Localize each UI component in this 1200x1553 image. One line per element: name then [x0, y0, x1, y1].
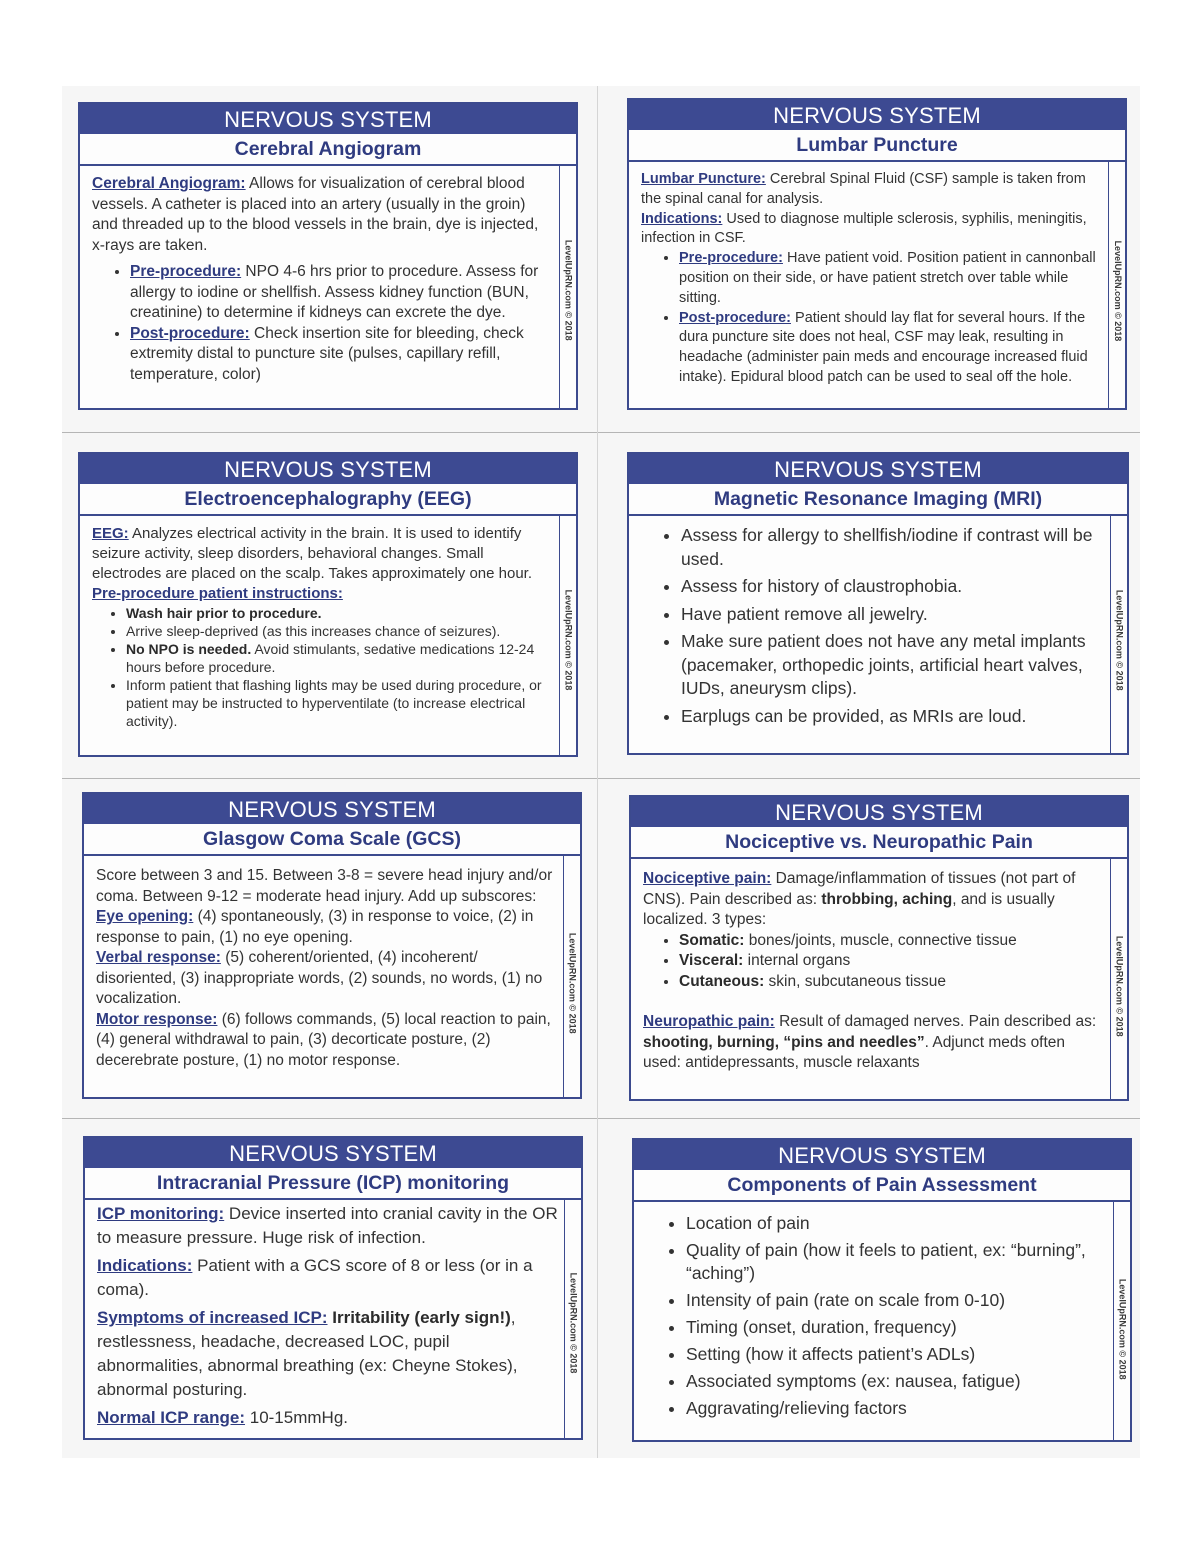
watermark-text: LevelUpRN.com © 2018 — [1117, 1278, 1128, 1380]
watermark-text: LevelUpRN.com © 2018 — [563, 589, 574, 691]
card-lumbar-puncture — [627, 98, 1127, 410]
list-item: • Quality of pain (how it feels to patient, ex: “burning”, “aching”) — [686, 1239, 1108, 1285]
cut-line — [62, 432, 1140, 433]
type-text: internal organs — [743, 952, 851, 969]
indications-paragraph — [641, 210, 1103, 250]
card-header: NERVOUS SYSTEM — [80, 454, 576, 484]
card-pain-assessment — [632, 1138, 1132, 1442]
watermark — [1108, 162, 1125, 410]
watermark — [1110, 859, 1127, 1101]
card-icp — [83, 1136, 583, 1440]
card-gcs — [82, 792, 582, 1099]
instruction-bold: No NPO is needed. — [126, 641, 252, 657]
list-item: • Assess for history of claustrophobia. — [681, 575, 1105, 599]
instruction-text: Arrive sleep-deprived (as this increases chance of seizures). — [126, 623, 501, 639]
card-title: Glasgow Coma Scale (GCS) — [84, 824, 580, 856]
nociceptive-text: Damage/inflammation of tissues (not part of CNS). Pain described as: — [643, 870, 1076, 908]
icp-monitoring-paragraph — [97, 1202, 559, 1250]
post-procedure-label: Post-procedure: — [679, 309, 791, 326]
nociceptive-bold: throbbing, aching — [821, 890, 953, 908]
watermark — [1110, 516, 1127, 755]
neuropathic-text: . Adjunct meds often used: antidepressants, muscle relaxants — [643, 1033, 1066, 1071]
card-title: Electroencephalography (EEG) — [80, 484, 576, 516]
list-item — [679, 309, 1103, 388]
watermark-text: LevelUpRN.com © 2018 — [567, 933, 578, 1034]
card-body — [631, 859, 1127, 1101]
instructions-heading — [92, 584, 554, 604]
watermark-text: LevelUpRN.com © 2018 — [1114, 935, 1125, 1037]
term-text: Allows for visualization of cerebral blood vessels. A catheter is placed into an artery (usually in the groin) and threaded up to the blood vessels in the brain, dye is injected, x-rays are taken. — [92, 175, 539, 254]
normal-range-text: 10-15mmHg. — [245, 1408, 348, 1427]
card-body — [80, 516, 576, 757]
card-header: NERVOUS SYSTEM — [631, 797, 1127, 827]
watermark — [564, 1200, 581, 1440]
verbal-response-label: Verbal response: — [96, 949, 221, 966]
eye-opening-paragraph — [96, 907, 558, 948]
normal-range-label: Normal ICP range: — [97, 1408, 246, 1427]
card-title: Nociceptive vs. Neuropathic Pain — [631, 827, 1127, 859]
card-header: NERVOUS SYSTEM — [629, 100, 1125, 130]
list-item: • Make sure patient does not have any metal implants (pacemaker, orthopedic joints, artificial heart valves, IUDs, aneurysm clips). — [681, 630, 1105, 701]
list-item — [679, 931, 1105, 952]
watermark — [1113, 1202, 1130, 1442]
indications-text: Patient with a GCS score of 8 or less (or in a coma). — [97, 1256, 533, 1299]
type-label: Cutaneous: — [679, 972, 765, 990]
card-title: Cerebral Angiogram — [80, 134, 576, 166]
watermark — [563, 856, 580, 1099]
cut-line — [597, 86, 598, 1458]
neuropathic-label: Neuropathic pain: — [643, 1013, 775, 1030]
card-mri — [627, 452, 1129, 755]
cut-line — [62, 1118, 1140, 1119]
term-label: EEG: — [92, 525, 129, 542]
type-label: Somatic: — [679, 931, 745, 949]
list-item: • Setting (how it affects patient’s ADLs) — [686, 1343, 1108, 1366]
list-item — [126, 622, 554, 640]
card-title: Components of Pain Assessment — [634, 1170, 1130, 1202]
list-item — [130, 262, 554, 324]
nociceptive-label: Nociceptive pain: — [643, 870, 772, 887]
motor-response-text: (6) follows commands, (5) local reaction to pain, (4) general withdrawal to pain, (3) decorticate posture, (2) decerebrate posture, (1) no motor response. — [96, 1010, 551, 1069]
watermark-text: LevelUpRN.com © 2018 — [563, 239, 574, 341]
intro-paragraph — [641, 170, 1103, 210]
icp-monitoring-text: Device inserted into cranial cavity in the OR to measure pressure. Huge risk of infection. — [97, 1204, 558, 1247]
pre-procedure-label: Pre-procedure: — [679, 250, 783, 267]
indications-label: Indications: — [97, 1256, 193, 1275]
indications-text: Used to diagnose multiple sclerosis, syphilis, meningitis, infection in CSF. — [641, 210, 1087, 247]
term-label: Lumbar Puncture: — [641, 171, 766, 187]
motor-response-label: Motor response: — [96, 1010, 218, 1028]
list-item: • Aggravating/relieving factors — [686, 1397, 1108, 1420]
list-item — [126, 676, 554, 730]
card-header: NERVOUS SYSTEM — [80, 104, 576, 134]
intro-paragraph — [92, 524, 554, 584]
indications-label: Indications: — [641, 210, 723, 227]
cut-line — [62, 778, 1140, 779]
type-label: Visceral: — [679, 952, 744, 969]
list-item — [126, 640, 554, 676]
intro-paragraph — [92, 174, 554, 256]
nociceptive-paragraph — [643, 869, 1105, 931]
list-item: • Earplugs can be provided, as MRIs are loud. — [681, 705, 1105, 729]
list-item: • Have patient remove all jewelry. — [681, 603, 1105, 627]
watermark — [559, 516, 576, 757]
list-item — [126, 604, 554, 622]
list-item — [679, 951, 1105, 972]
card-header: NERVOUS SYSTEM — [629, 454, 1127, 484]
card-header: NERVOUS SYSTEM — [85, 1138, 581, 1168]
neuropathic-paragraph — [643, 1012, 1105, 1074]
post-procedure-text: Check insertion site for bleeding, check extremity distal to puncture site (pulses, capillary refill, temperature, color) — [130, 324, 524, 383]
symptoms-label: Symptoms of increased ICP: — [97, 1308, 328, 1327]
type-text: bones/joints, muscle, connective tissue — [744, 931, 1017, 949]
watermark-text: LevelUpRN.com © 2018 — [1114, 589, 1125, 691]
post-procedure-text: Patient should lay flat for several hours. If the dura puncture site does not heal, CSF may leak, resulting in headache (administer pain meds and encourage increased fluid intake). Epidural blood patch can be used to seal off the hole. — [679, 309, 1088, 385]
list-item: • Assess for allergy to shellfish/iodine if contrast will be used. — [681, 524, 1105, 571]
card-body — [85, 1200, 581, 1440]
list-item — [679, 972, 1105, 993]
type-text: skin, subcutaneous tissue — [764, 972, 947, 990]
card-body — [629, 516, 1127, 755]
pre-procedure-text: NPO 4-6 hrs prior to procedure. Assess for allergy to iodine or shellfish. Assess kidney function (BUN, creatinine) to determine if kidneys can excrete the dye. — [130, 263, 539, 321]
list-item: • Location of pain — [686, 1212, 1108, 1235]
instruction-text: Avoid stimulants, sedative medications 12-24 hours before procedure. — [126, 641, 535, 675]
post-procedure-label: Post-procedure: — [130, 324, 250, 342]
neuropathic-text: Result of damaged nerves. Pain described as: — [774, 1013, 1097, 1030]
watermark-text: LevelUpRN.com © 2018 — [568, 1272, 579, 1374]
list-item — [679, 249, 1103, 308]
card-body — [629, 162, 1125, 410]
symptoms-paragraph — [97, 1306, 559, 1402]
card-cerebral-angiogram — [78, 102, 578, 410]
indications-paragraph — [97, 1254, 559, 1302]
card-title: Intracranial Pressure (ICP) monitoring — [85, 1168, 581, 1200]
neuropathic-bold: shooting, burning, “pins and needles” — [643, 1033, 925, 1051]
instruction-bold: Wash hair prior to procedure. — [126, 605, 322, 621]
intro-paragraph: Score between 3 and 15. Between 3-8 = severe head injury and/or coma. Between 9-12 = moderate head injury. Add up subscores: — [96, 867, 553, 905]
list-item: • Intensity of pain (rate on scale from 0-10) — [686, 1289, 1108, 1312]
verbal-response-text: (5) coherent/oriented, (4) incoherent/ disoriented, (3) inappropriate words, (2) sounds, no words, (1) no vocalization. — [96, 949, 543, 1007]
icp-monitoring-label: ICP monitoring: — [97, 1204, 225, 1223]
card-eeg — [78, 452, 578, 757]
card-header: NERVOUS SYSTEM — [634, 1140, 1130, 1170]
list-item — [130, 324, 554, 386]
term-text: Analyzes electrical activity in the brain. It is used to identify seizure activity, sleep disorders, behavioral changes. Small electrodes are placed on the scalp. Takes approximately one hour. — [92, 525, 532, 582]
card-header: NERVOUS SYSTEM — [84, 794, 580, 824]
card-pain-types — [629, 795, 1129, 1101]
watermark-text: LevelUpRN.com © 2018 — [1112, 240, 1123, 342]
term-label: Cerebral Angiogram: — [92, 175, 246, 192]
card-body — [80, 166, 576, 410]
card-title: Lumbar Puncture — [629, 130, 1125, 162]
list-item: • Timing (onset, duration, frequency) — [686, 1316, 1108, 1339]
card-body — [84, 856, 580, 1099]
list-item: • Associated symptoms (ex: nausea, fatigue) — [686, 1370, 1108, 1393]
motor-response-paragraph — [96, 1010, 558, 1072]
eye-opening-text: (4) spontaneously, (3) in response to voice, (2) in response to pain, (1) no eye opening. — [96, 908, 534, 946]
normal-range-paragraph — [97, 1406, 559, 1430]
instruction-text: Inform patient that flashing lights may be used during procedure, or patient may be instructed to hyperventilate (to increase electrical activity). — [126, 677, 542, 729]
eye-opening-label: Eye opening: — [96, 908, 194, 925]
pre-procedure-text: Have patient void. Position patient in cannonball position on their side, or have patient stretch over table while sitting. — [679, 250, 1096, 306]
pre-procedure-label: Pre-procedure: — [130, 263, 242, 280]
term-text: Cerebral Spinal Fluid (CSF) sample is taken from the spinal canal for analysis. — [641, 171, 1086, 207]
verbal-response-paragraph — [96, 948, 558, 1010]
nociceptive-text: , and is usually localized. 3 types: — [643, 890, 1055, 928]
instructions-label: Pre-procedure patient instructions: — [92, 585, 343, 602]
watermark — [559, 166, 576, 410]
card-body — [634, 1202, 1130, 1442]
symptoms-text: , restlessness, headache, decreased LOC, pupil abnormalities, abnormal breathing (ex: Cheyne Stokes), abnormal posturing. — [97, 1308, 518, 1399]
card-title: Magnetic Resonance Imaging (MRI) — [629, 484, 1127, 516]
symptoms-bold: Irritability (early sign!) — [327, 1308, 511, 1327]
